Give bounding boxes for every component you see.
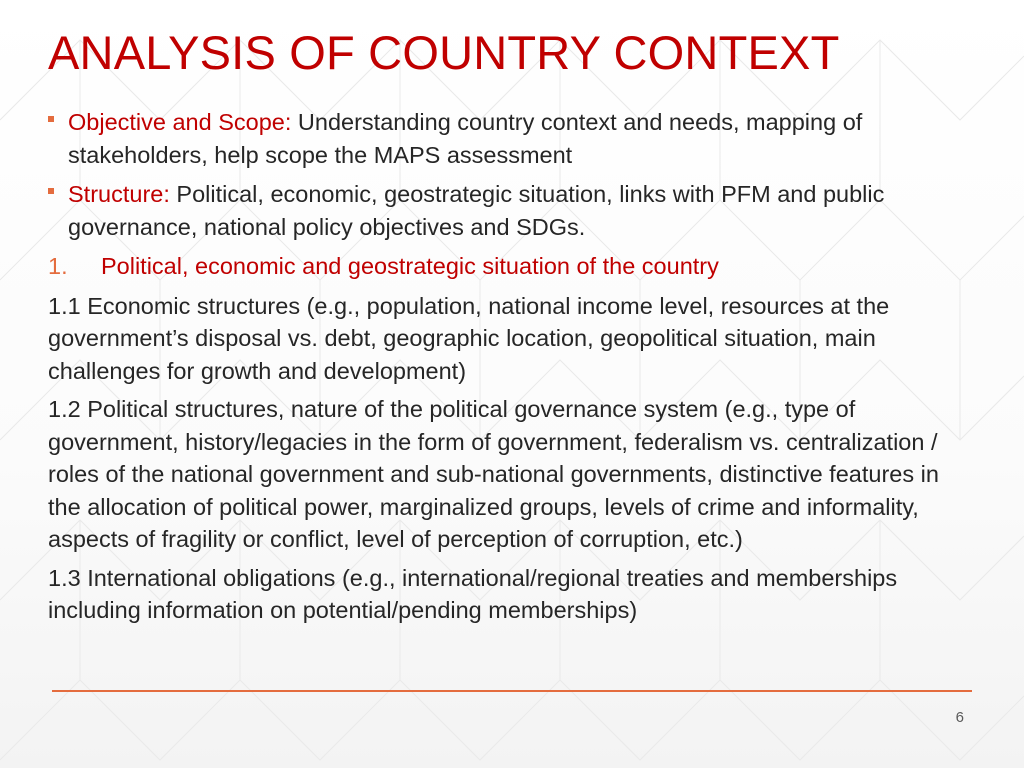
- numbered-heading-text: Political, economic and geostrategic situation of the country: [101, 253, 719, 279]
- square-bullet-icon: [48, 116, 54, 122]
- paragraph-international-obligations: 1.3 International obligations (e.g., international/regional treaties and memberships including information on potential/pending memberships): [48, 564, 898, 623]
- paragraph-political-structures: 1.2 Political structures, nature of the political governance system (e.g., type of government, history/legacies in the form of government, federalism vs. centralization / roles of the national government and sub-national governments, distinctive features in the allocation of political power, marginalized groups, levels of crime and informality, aspects of fragility or conflict, level of perception of corruption, etc.): [48, 396, 939, 552]
- footer-divider: [52, 690, 972, 692]
- bullet-text: Political, economic, geostrategic situation, links with PFM and public governance, national policy objectives and SDGs.: [68, 181, 885, 240]
- slide-title: ANALYSIS OF COUNTRY CONTEXT: [48, 26, 840, 79]
- bullet-text: Understanding country context and needs, mapping of stakeholders, help scope the MAPS assessment: [68, 109, 863, 168]
- bullet-label: Structure:: [68, 181, 170, 207]
- paragraph-economic-structures: 1.1 Economic structures (e.g., population, national income level, resources at the government’s disposal vs. debt, geographic location, geopolitical situation, main challenges for growth and development): [48, 292, 890, 384]
- slide-body: [48, 106, 978, 633]
- bullet-item-structure: [48, 178, 978, 243]
- list-number: 1.: [48, 253, 68, 279]
- numbered-heading: [48, 250, 978, 283]
- page-number: 6: [955, 709, 964, 726]
- square-bullet-icon: [48, 188, 54, 194]
- bullet-label: Objective and Scope:: [68, 109, 292, 135]
- bullet-item-objective: [48, 106, 978, 171]
